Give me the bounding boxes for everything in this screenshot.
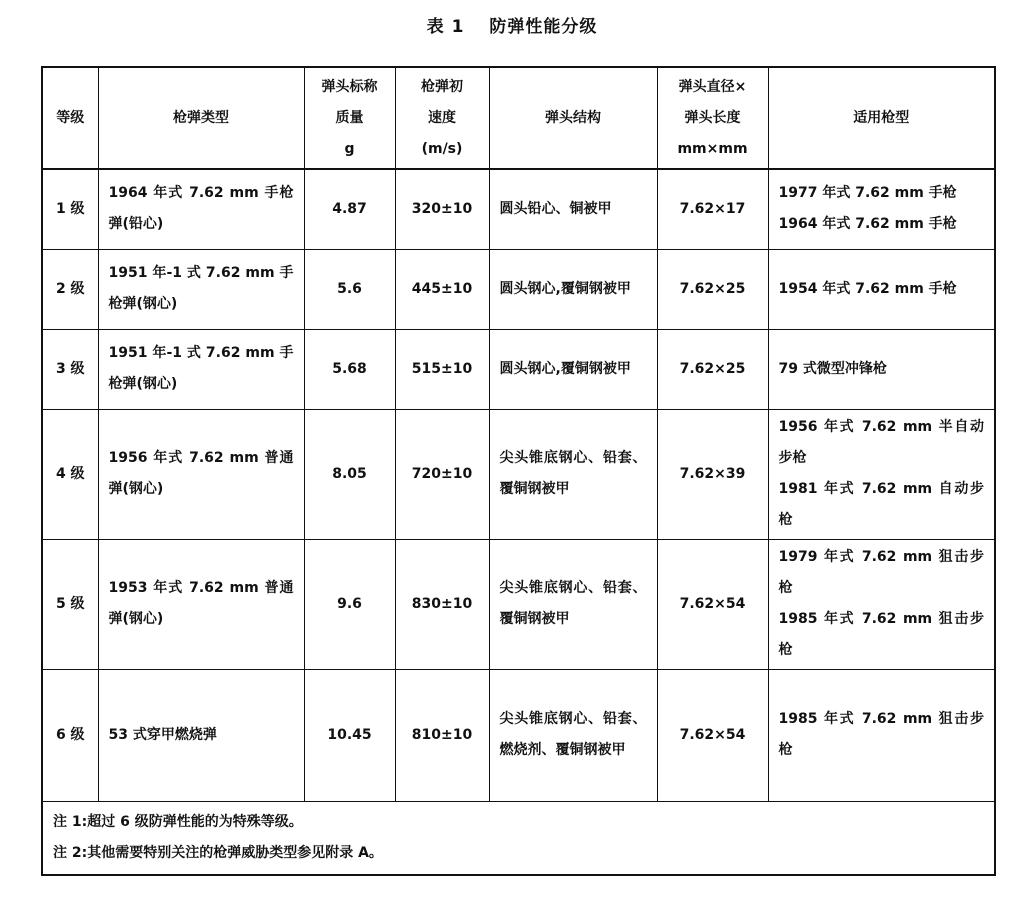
cell-guns <box>768 539 995 669</box>
cell-line: 1977 年式 7.62 mm 手枪 <box>778 185 957 202</box>
cell-mass: 5.6 <box>304 249 395 329</box>
column-header-line: 弹头结构 <box>545 109 601 126</box>
table-row <box>42 409 995 539</box>
cell-guns <box>768 409 995 539</box>
column-header-grade <box>42 67 98 169</box>
cell-velocity: 720±10 <box>395 409 489 539</box>
table-header-row <box>42 67 995 169</box>
cell-mass: 8.05 <box>304 409 395 539</box>
column-header-line: 质量 <box>335 109 364 126</box>
cell-line: 1964 年式 7.62 mm 手枪 <box>778 216 957 233</box>
column-header-line: 枪弹类型 <box>173 109 229 126</box>
cell-line: 1985 年式 7.62 mm 狙击步枪 <box>778 611 984 658</box>
cell-grade: 6 级 <box>42 669 98 801</box>
table-title <box>0 12 1024 37</box>
column-header-line: g <box>344 140 355 157</box>
cell-cartridge: 1956 年式 7.62 mm 普通弹(钢心) <box>98 409 304 539</box>
cell-structure: 尖头锥底钢心、铅套、覆铜钢被甲 <box>489 409 657 539</box>
table-row <box>42 169 995 249</box>
cell-cartridge: 1953 年式 7.62 mm 普通弹(钢心) <box>98 539 304 669</box>
cell-cartridge: 1964 年式 7.62 mm 手枪弹(铅心) <box>98 169 304 249</box>
column-header-line: 弹头标称 <box>321 78 378 95</box>
column-header-guns <box>768 67 995 169</box>
note-line: 注 2:其他需要特别关注的枪弹威胁类型参见附录 A。 <box>53 844 383 861</box>
cell-mass: 10.45 <box>304 669 395 801</box>
cell-mass: 9.6 <box>304 539 395 669</box>
column-header-line: 等级 <box>56 109 85 126</box>
cell-cartridge: 53 式穿甲燃烧弹 <box>98 669 304 801</box>
cell-size: 7.62×54 <box>657 669 768 801</box>
column-header-cartridge <box>98 67 304 169</box>
cell-mass: 5.68 <box>304 329 395 409</box>
cell-size: 7.62×25 <box>657 249 768 329</box>
notes-row <box>42 801 995 875</box>
cell-size: 7.62×17 <box>657 169 768 249</box>
cell-line: 1981 年式 7.62 mm 自动步枪 <box>778 481 984 528</box>
column-header-structure <box>489 67 657 169</box>
ballistic-grade-table <box>41 66 996 876</box>
cell-grade: 1 级 <box>42 169 98 249</box>
column-header-line: 适用枪型 <box>853 109 910 126</box>
cell-grade: 3 级 <box>42 329 98 409</box>
cell-mass: 4.87 <box>304 169 395 249</box>
cell-line: 1985 年式 7.62 mm 狙击步枪 <box>778 711 984 758</box>
table-caption: 防弹性能分级 <box>489 17 598 37</box>
cell-line: 1956 年式 7.62 mm 半自动步枪 <box>778 419 984 466</box>
column-header-line: 枪弹初 <box>421 78 463 95</box>
cell-line: 1954 年式 7.62 mm 手枪 <box>778 280 957 297</box>
cell-structure: 尖头锥底钢心、铅套、覆铜钢被甲 <box>489 539 657 669</box>
cell-grade: 2 级 <box>42 249 98 329</box>
cell-velocity: 445±10 <box>395 249 489 329</box>
column-header-mass <box>304 67 395 169</box>
table-row <box>42 539 995 669</box>
cell-velocity: 320±10 <box>395 169 489 249</box>
cell-line: 1979 年式 7.62 mm 狙击步枪 <box>778 549 984 596</box>
cell-structure: 圆头铅心、铜被甲 <box>489 169 657 249</box>
table-row <box>42 329 995 409</box>
cell-cartridge: 1951 年-1 式 7.62 mm 手枪弹(钢心) <box>98 249 304 329</box>
column-header-size <box>657 67 768 169</box>
cell-velocity: 830±10 <box>395 539 489 669</box>
cell-structure: 圆头钢心,覆铜钢被甲 <box>489 329 657 409</box>
column-header-line: 弹头长度 <box>684 109 741 126</box>
column-header-line: (m/s) <box>421 140 463 157</box>
cell-size: 7.62×25 <box>657 329 768 409</box>
cell-grade: 5 级 <box>42 539 98 669</box>
table-body <box>42 169 995 801</box>
cell-guns <box>768 169 995 249</box>
cell-cartridge: 1951 年-1 式 7.62 mm 手枪弹(钢心) <box>98 329 304 409</box>
column-header-line: mm×mm <box>677 140 748 157</box>
cell-guns <box>768 329 995 409</box>
cell-guns <box>768 249 995 329</box>
cell-size: 7.62×39 <box>657 409 768 539</box>
cell-line: 79 式微型冲锋枪 <box>778 360 887 377</box>
cell-structure: 尖头锥底钢心、铅套、燃烧剂、覆铜钢被甲 <box>489 669 657 801</box>
column-header-line: 速度 <box>428 109 456 126</box>
cell-velocity: 515±10 <box>395 329 489 409</box>
cell-structure: 圆头钢心,覆铜钢被甲 <box>489 249 657 329</box>
note-line: 注 1:超过 6 级防弹性能的为特殊等级。 <box>53 813 303 830</box>
column-header-line: 弹头直径× <box>678 78 747 95</box>
cell-guns <box>768 669 995 801</box>
cell-velocity: 810±10 <box>395 669 489 801</box>
column-header-velocity <box>395 67 489 169</box>
cell-grade: 4 级 <box>42 409 98 539</box>
table-row <box>42 669 995 801</box>
table-number: 表 1 <box>426 17 465 37</box>
notes-cell <box>42 801 995 875</box>
table-row <box>42 249 995 329</box>
cell-size: 7.62×54 <box>657 539 768 669</box>
